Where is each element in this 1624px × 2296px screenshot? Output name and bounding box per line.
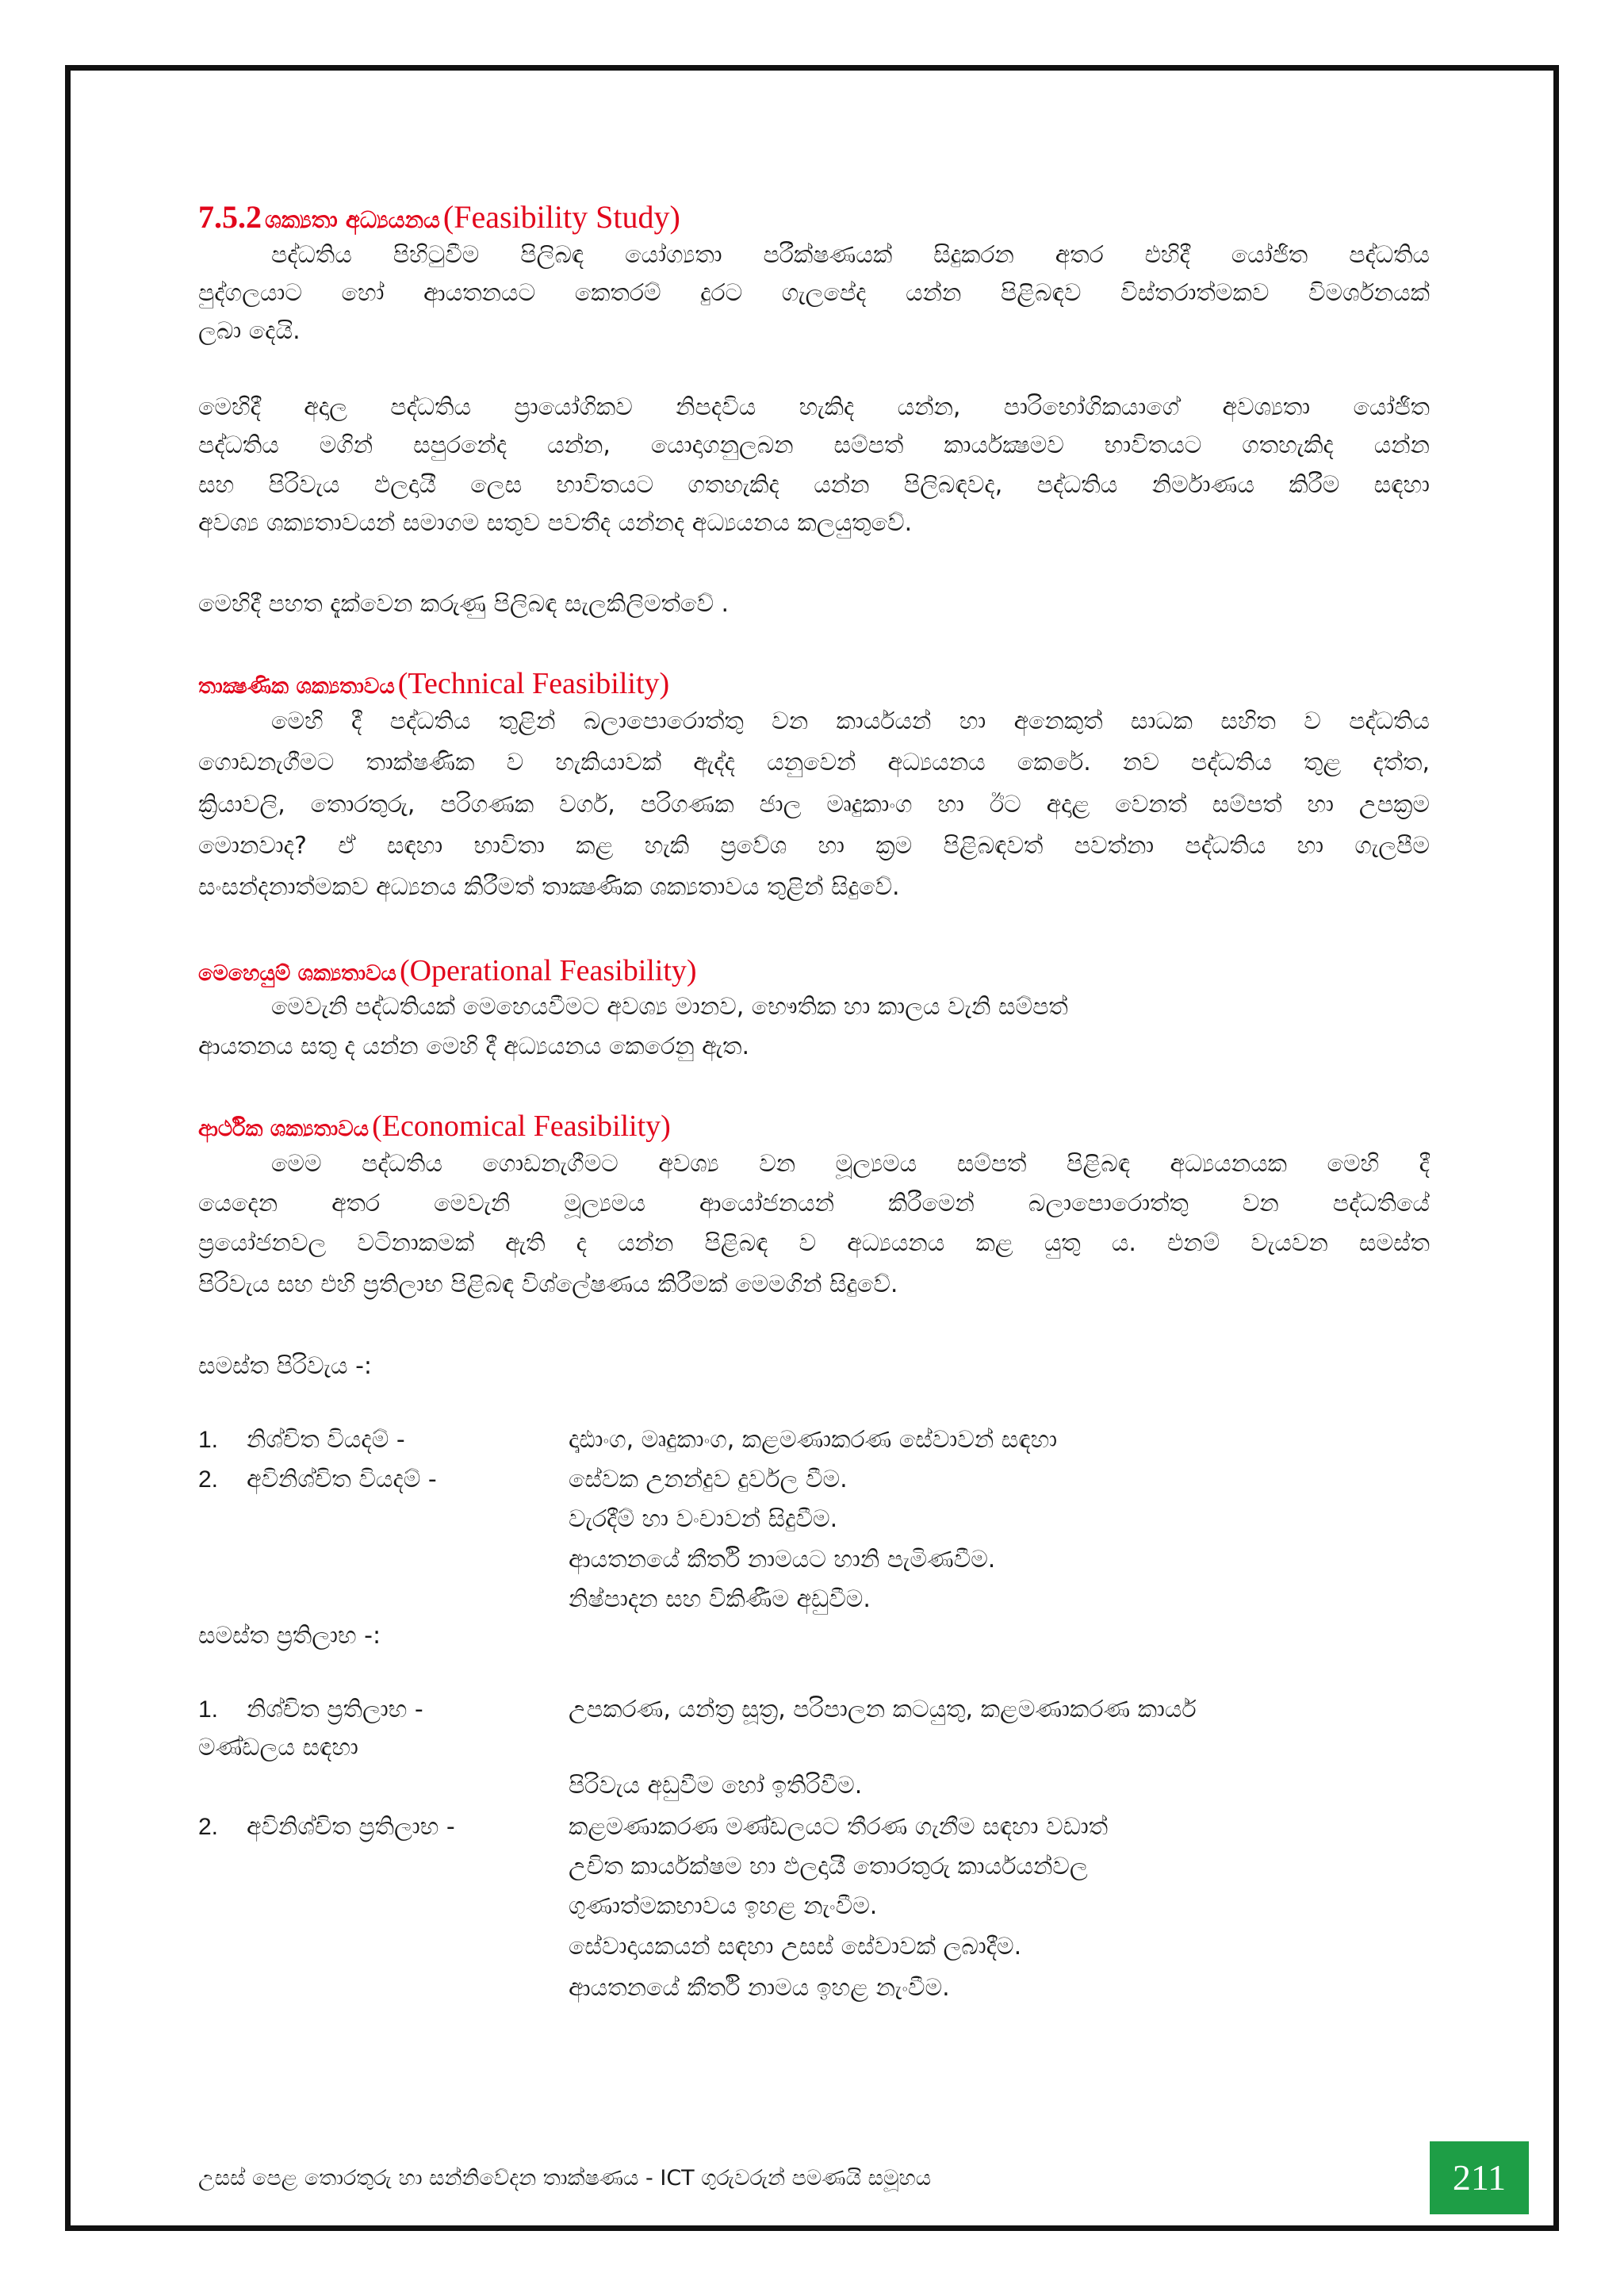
heading-sinhala: ආර්ථික ශක්‍යතාවය [198,1117,370,1141]
list-value: සේවාදායකයන් සඳහා උසස් සේවාවක් ලබාදීම. [569,1933,1022,1961]
paragraph-line: පද්ධතිය පිහිටුවීම පිලිබඳ යෝග්‍යතා පරීක්ෂණයක් සිදුකරන අතර එහිදී යෝජිත පද්ධතිය [271,241,1430,269]
subsection-heading [198,949,697,992]
paragraph-line: මෙහිදී පහත දැක්වෙන කරුණු පිලිබඳ සැලකිලිමත්වේ . [198,590,730,618]
list-value: පිරිවැය අඩුවීම හෝ ඉතිරිවීම. [569,1772,863,1800]
list-value: වැරදීම් හා වංචාවන් සිදුවීම. [569,1505,838,1533]
list-title: සමස්ත පිරිවැය -: [198,1352,373,1380]
paragraph-line: ලබා දෙයි. [198,317,301,345]
list-label: නිශ්චිත වියදම් - [247,1426,405,1454]
heading-number: 7.5.2 [198,199,262,235]
paragraph-line: මෙම පද්ධතිය ගොඩනැගීමට අවශ්‍ය වන මූල්‍යමය සම්පත් පිළිබඳ අධ්‍යයනයක මෙහි දී [271,1150,1430,1178]
heading-english: (Technical Feasibility) [397,667,670,700]
list-label: නිශ්චිත ප්‍රතිලාභ - [247,1696,423,1723]
page-number-badge: 211 [1430,2141,1529,2214]
paragraph-line: ගොඩනැගීමට තාක්ෂණික ව හැකියාවක් ඇද්ද යනුවෙන් අධ්‍යයනය කෙරේ. නව පද්ධතිය තුළ දත්ත, [198,749,1430,776]
list-number: 1. [198,1696,219,1723]
heading-sinhala: මෙහෙයුම් ශක්‍යතාවය [198,961,396,986]
page-footer: උසස් පෙළ තොරතුරු හා සන්නිවේදන තාක්ෂණය - ICT ගුරුවරුන් පමණයි සමූහය [198,2166,932,2191]
list-value: ආයතනයේ කීර්ති නාමය ඉහළ නැංවීම. [569,1974,950,2002]
list-value: නිෂ්පාදන සහ විකිණීම අඩුවීම. [569,1585,871,1613]
heading-sinhala: ශක්‍යතා අධ්‍යයනය [265,206,440,233]
section-heading [198,196,680,239]
list-value: සේවක උනන්දුව දුර්වල වීම. [569,1466,848,1493]
paragraph-line: ප්‍රයෝජනවල වටිනාකමක් ඇති ද යන්න පිළිබඳ ව අධ්‍යයනය කළ යුතු ය. එනම් වැයවන සමස්ත [198,1229,1430,1257]
paragraph-line: මෙහිදී අදාල පද්ධතිය ප්‍රායෝගිකව නිපදවිය හැකිද යන්න, පාරිභෝගිකයාගේ අවශ්‍යතා යෝජිත [198,393,1430,421]
paragraph-line: සහ පිරිවැය ඵලදායී ලෙස භාවිතයට ගතහැකිද යන්න පිලිබඳවද, පද්ධතිය නිර්මාණය කිරීම සඳහා [198,471,1430,499]
paragraph-line: පුද්ගලයාට හෝ ආයතනයට කෙතරම් දුරට ගැලපේද යන්න පිළිබඳව විස්තරාත්මකව විමර්ශනයක් [198,279,1430,307]
paragraph-line: අවශ්‍ය ශක්‍යතාවයන් සමාගම සතුව පවතීද යන්නද අධ්‍යයනය කලයුතුවේ. [198,509,913,537]
paragraph-line: ක්‍රියාවලි, තොරතුරු, පරිගණක වර්ග, පරිගණක ජාල මෘදුකාංග හා ඊට අදාළ වෙනත් සම්පත් හා උපක්‍රම [198,791,1430,818]
heading-english: (Operational Feasibility) [399,954,697,987]
paragraph-line: ආයතනය සතු ද යන්න මෙහි දී අධ්‍යයනය කෙරෙනු ඇත. [198,1033,750,1060]
heading-sinhala: තාක්‍ෂණික ශක්‍යතාවය [198,674,395,699]
list-number: 1. [198,1427,219,1453]
paragraph-line: මෙහි දී පද්ධතිය තුළින් බලාපොරොත්තු වන කාර්යයන් හා අනෙකුත් සාධක සහිත ව පද්ධතිය [271,707,1430,735]
list-label: අවිනිශ්චිත වියදම් - [247,1466,437,1493]
list-value: දෘඪාංග, මෘදුකාංග, කළමණාකරණ සේවාවන් සඳහා [569,1426,1058,1454]
list-value: ආයතනයේ කීර්ති නාමයට හානි පැමිණවීම. [569,1546,996,1573]
paragraph-line: සංසන්දනාත්මකව අධ්‍යනය කිරීමත් තාක්‍ෂණික ශක්‍යතාවය තුළින් සිදුවේ. [198,873,900,901]
paragraph-line: මෙවැනි පද්ධතියක් මෙහෙයවීමට අවශ්‍ය මානව, භෞතික හා කාලය වැනි සම්පත් [271,993,1068,1021]
paragraph-line: යෙදෙන අතර මෙවැනි මූල්‍යමය ආයෝජනයන් කිරීමෙන් බලාපොරොත්තු වන පද්ධතියේ [198,1190,1430,1217]
list-title: සමස්ත ප්‍රතිලාභ -: [198,1622,381,1650]
list-value: කළමණාකරණ මණ්ඩලයට තීරණ ගැනීම සඳහා වඩාත් [569,1813,1109,1841]
list-value: ගුණාත්මකභාවය ඉහළ නැංවීම. [569,1892,878,1920]
paragraph-line: මොනවාද? ඒ සඳහා භාවිතා කළ හැකි ප්‍රවේශ හා ක්‍රම පිළිබඳවත් පවත්නා පද්ධතිය හා ගැලපීම [198,832,1430,860]
heading-english: (Economical Feasibility) [372,1110,671,1143]
list-number: 2. [198,1466,219,1493]
list-value: උචිත කාර්යක්ෂම හා ඵලදායී තොරතුරු කාර්යයන්වල [569,1853,1088,1880]
paragraph-line: පිරිවැය සහ එහි ප්‍රතිලාභ පිළිබඳ විශ්ලේෂණය කිරීමක් මෙමගින් සිදුවේ. [198,1271,898,1298]
list-value-wrap: මණ්ඩලය සඳහා [198,1734,358,1761]
list-value: උපකරණ, යන්ත්‍ර සූත්‍ර, පරිපාලන කටයුතු, කළමණාකරණ කාර්ය [569,1696,1197,1723]
subsection-heading [198,1105,671,1148]
list-number: 2. [198,1814,219,1840]
paragraph-line: පද්ධතිය මගින් සපුරනේද යන්න, යොදාගනුලබන සම්පත් කාර්යක්‍ෂමව භාවිතයට ගතහැකිද යන්න [198,431,1430,459]
subsection-heading [198,662,669,705]
heading-english: (Feasibility Study) [442,199,680,235]
list-label: අවිනිශ්චිත ප්‍රතිලාභ - [247,1813,455,1841]
